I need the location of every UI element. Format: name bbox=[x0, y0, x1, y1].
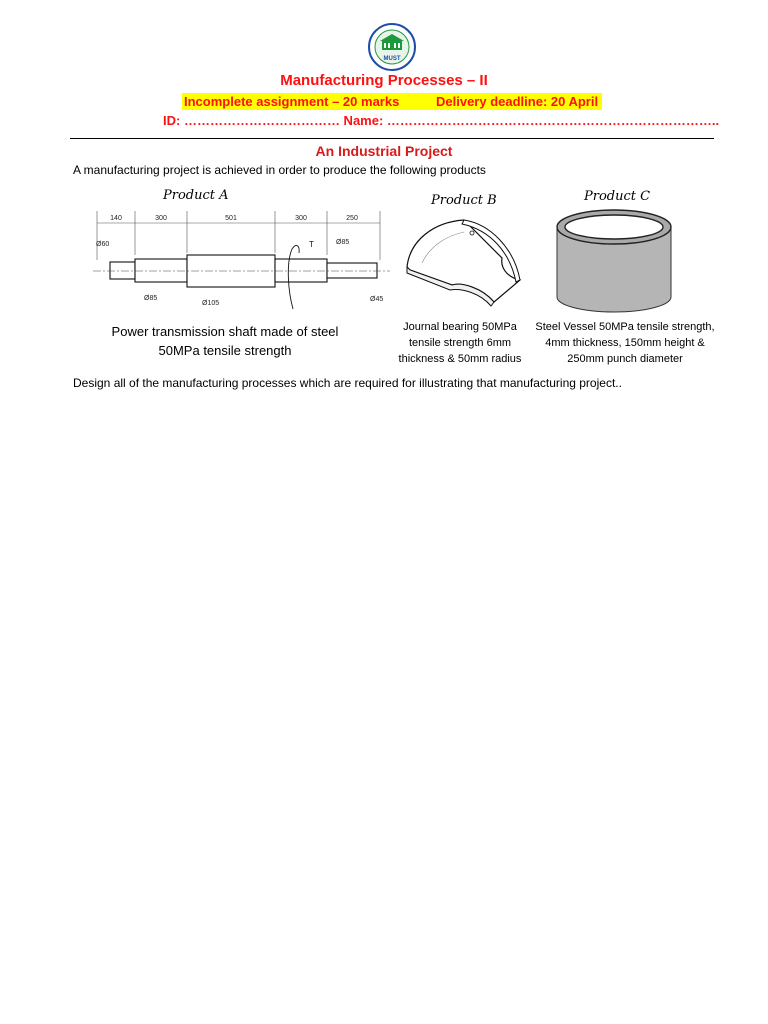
shaft-drawing bbox=[90, 205, 395, 317]
dia-85-left: Ø85 bbox=[144, 295, 158, 302]
dim-300-left: 300 bbox=[155, 215, 167, 222]
dia-85-right: Ø85 bbox=[336, 239, 350, 246]
dia-105: Ø105 bbox=[202, 300, 220, 307]
page-title: Manufacturing Processes – II bbox=[280, 72, 488, 89]
divider bbox=[70, 138, 714, 139]
dim-501: 501 bbox=[225, 215, 237, 222]
intro-text: A manufacturing project is achieved in order to produce the following products bbox=[73, 163, 486, 177]
task-text: Design all of the manufacturing processes which are required for illustrating that manufacturing project.. bbox=[73, 376, 622, 390]
product-b-description: Journal bearing 50MPa tensile strength 6mm thickness & 50mm radius bbox=[398, 321, 522, 365]
dia-45: Ø45 bbox=[370, 296, 384, 303]
product-c-description: Steel Vessel 50MPa tensile strength, 4mm thickness, 150mm height & 250mm punch diameter bbox=[535, 321, 715, 365]
dim-140: 140 bbox=[110, 215, 122, 222]
university-logo bbox=[367, 22, 417, 72]
delivery-deadline: Delivery deadline: 20 April bbox=[436, 94, 599, 109]
torque-label: T bbox=[309, 240, 314, 249]
product-c-label: Product C bbox=[584, 189, 651, 204]
product-a-label: Product A bbox=[163, 188, 229, 203]
section-title: An Industrial Project bbox=[315, 143, 453, 159]
assignment-marks: Incomplete assignment – 20 marks bbox=[184, 94, 400, 109]
product-b-label: Product B bbox=[431, 193, 497, 208]
steel-vessel-drawing bbox=[554, 207, 674, 315]
dim-300-right: 300 bbox=[295, 215, 307, 222]
dim-250: 250 bbox=[346, 215, 358, 222]
assignment-highlight bbox=[182, 93, 602, 110]
journal-bearing-drawing bbox=[402, 210, 530, 312]
product-a-description: Power transmission shaft made of steel 50MPa tensile strength bbox=[111, 324, 339, 358]
dia-60: Ø60 bbox=[96, 241, 110, 248]
logo-text: MUST bbox=[383, 56, 401, 62]
id-name-line: ID: ……………………………… Name: ………………………………………………………………….. bbox=[163, 113, 720, 128]
